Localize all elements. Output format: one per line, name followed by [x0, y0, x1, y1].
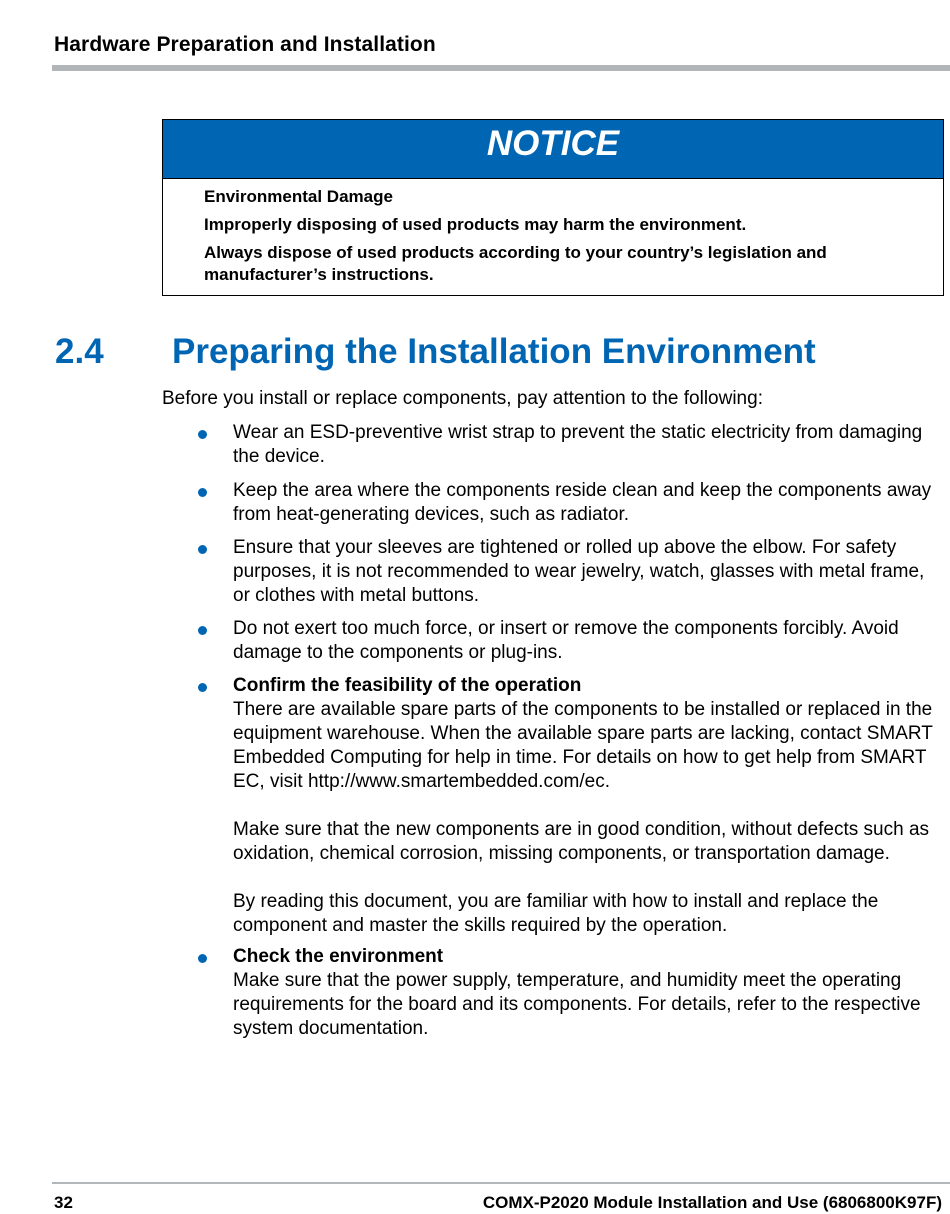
- list-item-paragraph: By reading this document, you are familiar with how to install and replace the component and master the skills required by the operation.: [233, 891, 879, 936]
- list-item-text: Do not exert too much force, or insert or remove the components forcibly. Avoid damage to the components or plug-ins.: [233, 618, 899, 663]
- bullet-icon: [198, 683, 207, 692]
- section-title: Preparing the Installation Environment: [172, 332, 816, 371]
- list-item: [233, 617, 945, 665]
- list-item-text: Keep the area where the components reside clean and keep the components away from heat-generating devices, such as radiator.: [233, 480, 932, 525]
- list-item: [233, 945, 945, 1041]
- list-item-text: Ensure that your sleeves are tightened or rolled up above the elbow. For safety purposes, it is not recommended to wear jewelry, watch, glasses with metal frame, or clothes with metal buttons.: [233, 537, 925, 606]
- footer-rule: [52, 1182, 950, 1184]
- list-item: [233, 674, 945, 938]
- list-item: [233, 421, 945, 469]
- notice-heading: Environmental Damage: [204, 187, 393, 206]
- bullet-icon: [198, 488, 207, 497]
- list-item-title: Check the environment: [233, 946, 444, 967]
- bullet-icon: [198, 626, 207, 635]
- notice-label: NOTICE: [163, 120, 943, 179]
- notice-line: Always dispose of used products according to your country’s legislation and manufacturer’s instructions.: [204, 243, 827, 284]
- bullet-icon: [198, 545, 207, 554]
- running-header: Hardware Preparation and Installation: [54, 33, 436, 56]
- list-item-paragraph: There are available spare parts of the components to be installed or replaced in the equipment warehouse. When the available spare parts are lacking, contact SMART Embedded Computing for help in time. For details on how to get help from SMART EC, visit http://www.smartembedded.com/ec.: [233, 699, 933, 792]
- list-item: [233, 479, 945, 527]
- list-item-title: Confirm the feasibility of the operation: [233, 675, 582, 696]
- bullet-icon: [198, 954, 207, 963]
- notice-body: [204, 186, 923, 286]
- list-item-paragraph: Make sure that the new components are in good condition, without defects such as oxidation, chemical corrosion, missing components, or transportation damage.: [233, 819, 930, 864]
- section-intro: Before you install or replace components, pay attention to the following:: [162, 388, 763, 409]
- list-item-paragraph: Make sure that the power supply, temperature, and humidity meet the operating requirements for the board and its components. For details, refer to the respective system documentation.: [233, 970, 921, 1039]
- list-item-text: Wear an ESD-preventive wrist strap to prevent the static electricity from damaging the device.: [233, 422, 923, 467]
- notice-line: Improperly disposing of used products may harm the environment.: [204, 215, 747, 234]
- header-rule: [52, 65, 950, 71]
- list-item: [233, 536, 945, 608]
- bullet-icon: [198, 430, 207, 439]
- section-number: 2.4: [55, 332, 104, 371]
- notice-box: [162, 119, 944, 296]
- document-title: COMX-P2020 Module Installation and Use (6806800K97F): [482, 1193, 942, 1212]
- page-number: 32: [54, 1193, 73, 1212]
